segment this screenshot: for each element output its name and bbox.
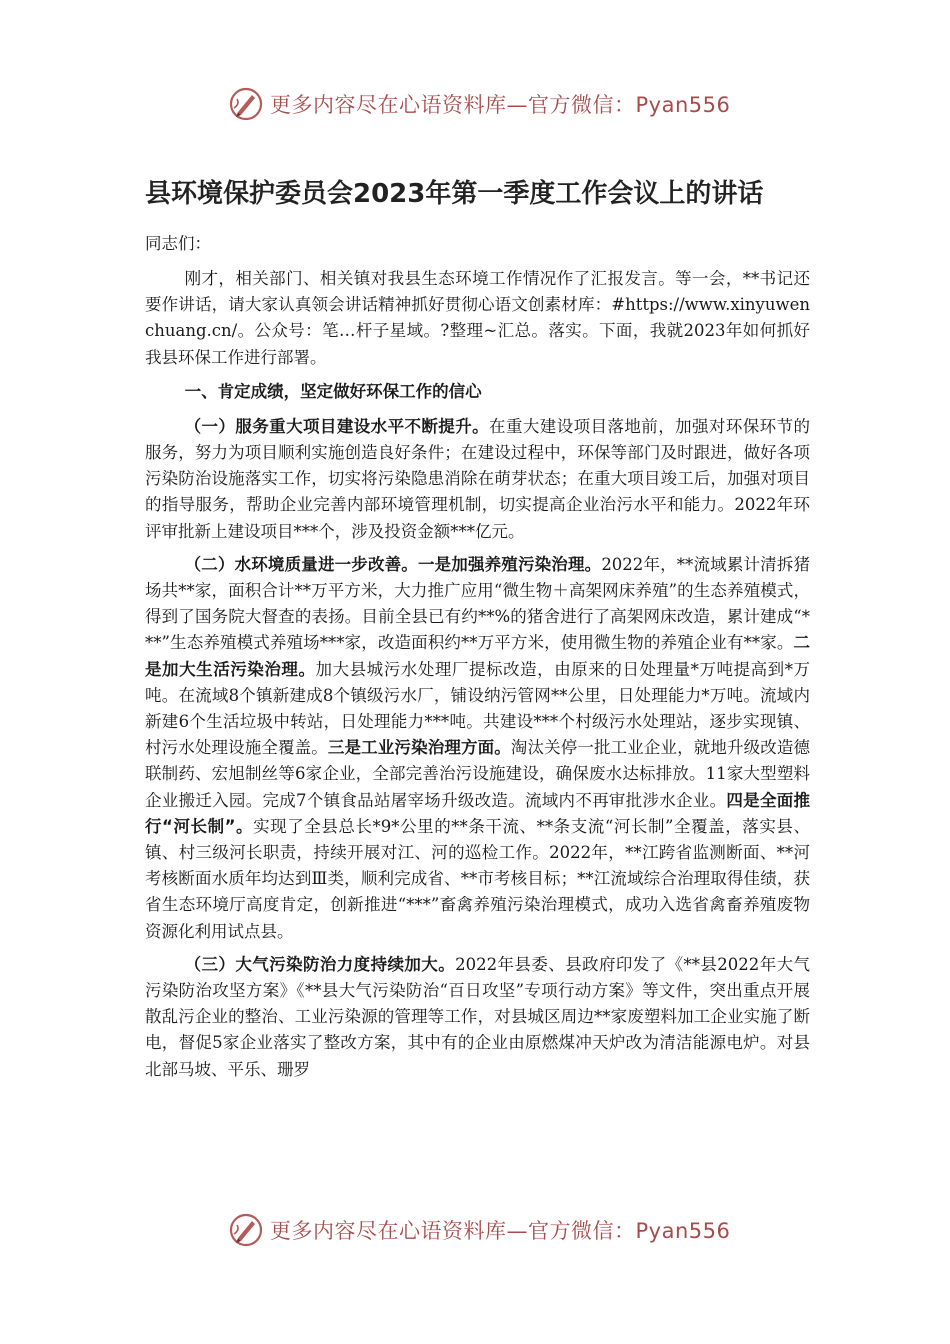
document-body: [145, 170, 810, 1090]
header-banner: [228, 84, 748, 124]
pen-logo-icon: [228, 1212, 264, 1248]
salutation: 同志们：: [145, 234, 211, 253]
paragraph-text: 2022年，**流域累计清拆猪场共**家，面积合计**万平方米，大力推广应用“微生物＋高架网床养殖”的生态养殖模式，得到了国务院大督查的表扬。目前全县已有约**%的猪舍进行了高架网床改造，累计建成“***”生态养殖模式养殖场***家，改造面积约**万平方米，使用微生物的养殖企业有**家。: [145, 554, 810, 653]
paragraph-text: 2022年县委、县政府印发了《**县2022年大气污染防治攻坚方案》《**县大气污染防治“百日攻坚”专项行动方案》等文件，突出重点开展散乱污企业的整治、工业污染源的管理等工作，对县城区周边**家废塑料加工企业实施了断电，督促5家企业落实了整改方案，其中有的企业由原燃煤冲天炉改为清洁能源电炉。对县北部马坡、平乐、珊罗: [145, 954, 811, 1079]
paragraph-service-projects: [145, 414, 810, 545]
paragraph-text: 在重大建设项目落地前，加强对环保环节的服务，努力为项目顺利实施创造良好条件；在建设过程中，环保等部门及时跟进，做好各项污染防治设施落实工作，切实将污染隐患消除在萌芽状态；在重大项目竣工后，加强对项目的指导服务，帮助企业完善内部环境管理机制，切实提高企业治污水平和能力。2022年环评审批新上建设项目***个，涉及投资金额***亿元。: [145, 416, 810, 541]
banner-text: 更多内容尽在心语资料库—官方微信：Pyan556: [270, 1219, 731, 1243]
paragraph-water-environment: [145, 552, 810, 945]
pen-logo-icon: [228, 86, 264, 122]
paragraph-text: 加大县城污水处理厂提标改造，由原来的日处理量*万吨提高到*万吨。在流域8个镇新建成8个镇级污水厂，铺设纳污管网**公里，日处理能力*万吨。流域内新建6个生活垃圾中转站，日处理能力***吨。共建设***个村级污水处理站，逐步实现镇、村污水处理设施全覆盖。: [145, 659, 811, 758]
paragraph-text: 淘汰关停一批工业企业，就地升级改造德联制药、宏旭制丝等6家企业，全部完善治污设施建设，确保废水达标排放。11家大型塑料企业搬迁入园。完成7个镇食品站屠宰场升级改造。流域内不再审批涉水企业。: [145, 738, 811, 810]
bold-point-3: 三是工业污染治理方面。: [327, 738, 511, 758]
section-heading-1: 一、肯定成绩，坚定做好环保工作的信心: [184, 381, 482, 401]
bold-point-2: 二是加大生活污染治理。: [145, 633, 810, 679]
document-title: 县环境保护委员会2023年第一季度工作会议上的讲话: [145, 179, 764, 209]
paragraph-lead: （三）大气污染防治力度持续加大。: [184, 954, 456, 974]
paragraph-air-pollution: [145, 952, 810, 1083]
paragraph-text: 实现了全县总长*9*公里的**条干流、**条支流“河长制”全覆盖，落实县、镇、村三级河长职责，持续开展对江、河的巡检工作。2022年，**江跨省监测断面、**河考核断面水质年均达到Ⅲ类，顺利完成省、**市考核目标；**江流域综合治理取得佳绩，获省生态环境厅高度肯定，创新推进“***”畜禽养殖污染治理模式，成功入选省禽畜养殖废物资源化利用试点县。: [145, 816, 810, 941]
intro-paragraph: 刚才，相关部门、相关镇对我县生态环境工作情况作了汇报发言。等一会，**书记还要作讲话，请大家认真领会讲话精神抓好贯彻心语文创素材库：#https://www.xinyuwenchuang.cn/。公众号：笔…杆子星域。?整理~汇总。落实。下面，我就2023年如何抓好我县环保工作进行部署。: [145, 269, 810, 367]
paragraph-lead: （二）水环境质量进一步改善。一是加强养殖污染治理。: [184, 554, 602, 574]
paragraph-lead: （一）服务重大项目建设水平不断提升。: [184, 416, 490, 436]
bold-point-4: 四是全面推行“河长制”。: [145, 790, 811, 836]
footer-banner: [228, 1210, 748, 1250]
banner-text: 更多内容尽在心语资料库—官方微信：Pyan556: [270, 93, 731, 117]
